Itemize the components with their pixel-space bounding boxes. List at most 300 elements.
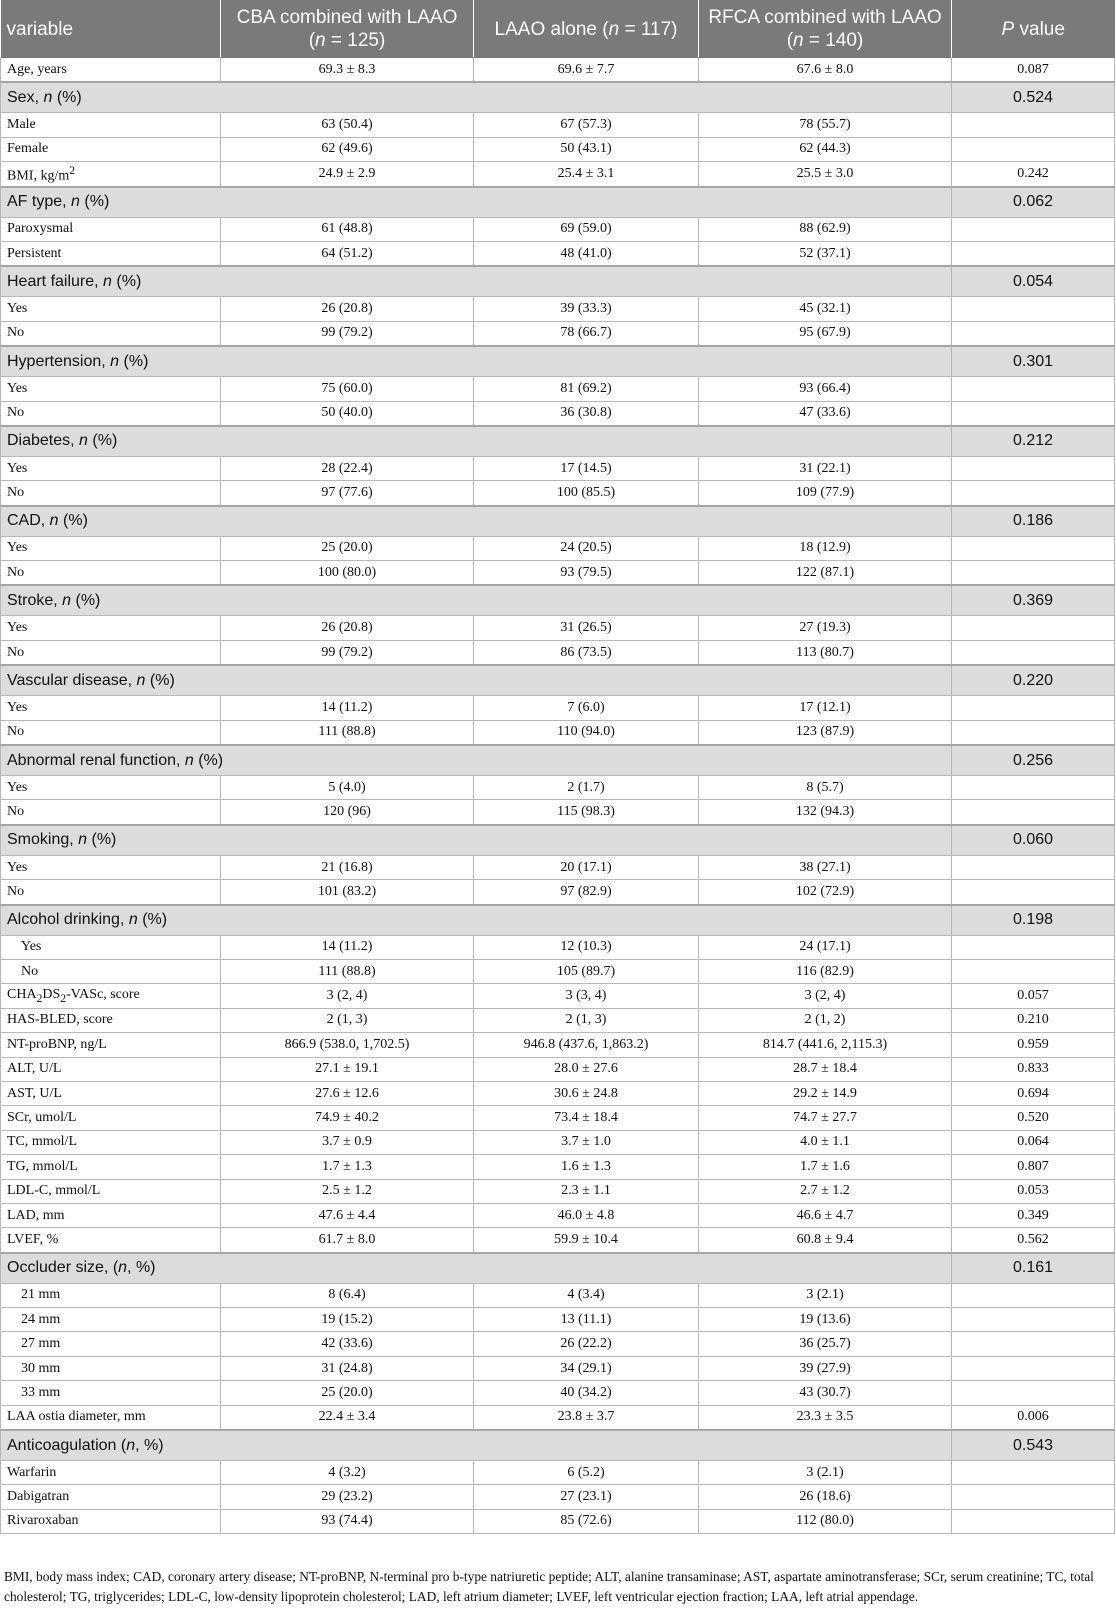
- row-label: [1, 1461, 221, 1485]
- value-cell: 112 (80.0): [699, 1509, 952, 1533]
- text-run: (%): [71, 591, 101, 609]
- header-rfca-laao: [699, 0, 952, 58]
- text-run: n: [71, 193, 80, 211]
- table-row: [1, 241, 1115, 266]
- value-cell: 25.5 ± 3.0: [699, 162, 952, 187]
- text-run: Alcohol drinking,: [7, 911, 129, 929]
- text-run: 33 mm: [21, 1384, 61, 1400]
- value-cell: 115 (98.3): [474, 800, 699, 825]
- p-value-cell: [952, 1485, 1115, 1509]
- group-header-row: [1, 82, 1115, 113]
- p-value-cell: [952, 481, 1115, 506]
- value-cell: 29.2 ± 14.9: [699, 1081, 952, 1105]
- value-cell: 18 (12.9): [699, 536, 952, 560]
- group-header-row: [1, 187, 1115, 218]
- group-header-row: [1, 665, 1115, 696]
- row-label: [1, 1155, 221, 1179]
- p-value-cell: 0.054: [952, 266, 1115, 297]
- value-cell: 99 (79.2): [221, 640, 474, 665]
- text-run: Yes: [7, 380, 28, 396]
- group-header-row: [1, 1430, 1115, 1461]
- text-run: Abnormal renal function,: [7, 751, 185, 769]
- value-cell: 24 (17.1): [699, 935, 952, 959]
- text-run: Anticoagulation (: [7, 1436, 127, 1454]
- text-run: DS: [42, 987, 61, 1003]
- value-cell: 3 (3, 4): [474, 984, 699, 1008]
- p-value-cell: [952, 137, 1115, 161]
- text-run: = 117): [619, 18, 678, 40]
- value-cell: 27.1 ± 19.1: [221, 1057, 474, 1081]
- row-label: [1, 536, 221, 560]
- text-run: TG, mmol/L: [7, 1158, 78, 1174]
- text-run: (%): [87, 432, 118, 450]
- text-run: ALT, U/L: [7, 1061, 62, 1077]
- text-run: (%): [193, 751, 224, 769]
- group-label: [1, 585, 952, 616]
- table-row: [1, 776, 1115, 800]
- value-cell: 27.6 ± 12.6: [221, 1081, 474, 1105]
- value-cell: 1.7 ± 1.3: [221, 1155, 474, 1179]
- group-label: [1, 665, 952, 696]
- value-cell: 39 (27.9): [699, 1356, 952, 1380]
- value-cell: 26 (18.6): [699, 1485, 952, 1509]
- p-value-cell: 0.520: [952, 1106, 1115, 1130]
- group-label: [1, 426, 952, 457]
- value-cell: 14 (11.2): [221, 696, 474, 720]
- text-run: n: [49, 512, 59, 530]
- value-cell: 69.3 ± 8.3: [221, 58, 474, 82]
- text-run: Yes: [7, 859, 28, 875]
- text-run: Yes: [7, 779, 28, 795]
- text-run: value: [1014, 18, 1065, 40]
- group-label: [1, 1430, 952, 1461]
- text-run: No: [7, 883, 25, 899]
- p-value-cell: [952, 401, 1115, 426]
- text-run: n: [110, 352, 120, 370]
- p-value-cell: [952, 456, 1115, 480]
- row-label: [1, 1485, 221, 1509]
- value-cell: 30.6 ± 24.8: [474, 1081, 699, 1105]
- row-label: [1, 776, 221, 800]
- text-run: CAD,: [7, 512, 50, 530]
- text-run: Yes: [7, 699, 28, 715]
- table-row: [1, 855, 1115, 879]
- text-run: variable: [6, 18, 74, 40]
- text-run: CHA: [7, 987, 37, 1003]
- text-run: n: [793, 30, 804, 51]
- row-label: [1, 959, 221, 983]
- value-cell: 100 (80.0): [221, 561, 474, 586]
- group-label: [1, 745, 952, 776]
- group-header-row: [1, 266, 1115, 297]
- table-row: [1, 217, 1115, 241]
- text-run: n: [315, 30, 326, 51]
- group-label: [1, 905, 952, 936]
- value-cell: 36 (25.7): [699, 1332, 952, 1356]
- text-run: (%): [111, 272, 142, 290]
- value-cell: 109 (77.9): [699, 481, 952, 506]
- text-run: Yes: [7, 620, 28, 636]
- value-cell: 110 (94.0): [474, 720, 699, 745]
- p-value-cell: [952, 241, 1115, 266]
- text-run: No: [7, 325, 25, 341]
- row-label: [1, 481, 221, 506]
- row-label: [1, 1008, 221, 1032]
- p-value-cell: [952, 855, 1115, 879]
- row-label: [1, 1509, 221, 1533]
- text-run: Rivaroxaban: [7, 1513, 79, 1529]
- p-value-cell: 0.524: [952, 82, 1115, 113]
- table-row: [1, 1057, 1115, 1081]
- value-cell: 2.3 ± 1.1: [474, 1179, 699, 1203]
- group-header-row: [1, 1253, 1115, 1284]
- text-run: HAS-BLED, score: [7, 1012, 113, 1028]
- table-row: [1, 959, 1115, 983]
- text-run: 30 mm: [21, 1360, 61, 1376]
- table-row: [1, 58, 1115, 82]
- text-run: n: [79, 432, 88, 450]
- table-footnote: BMI, body mass index; CAD, coronary artery disease; NT-proBNP, N-terminal pro b-type natriuretic peptide; ALT, alanine transaminase; AST, aspartate aminotransferase; SCr, serum creatinine; TC, total cholesterol; TG, triglycerides; LDL-C, low-density lipoprotein cholesterol; LAD, left atrium diameter; LVEF, left ventricular ejection fraction; LAA, left atrial appendage.: [4, 1569, 1094, 1604]
- row-label: [1, 1381, 221, 1405]
- header-p-value: [952, 0, 1115, 58]
- row-label: [1, 935, 221, 959]
- text-run: (%): [119, 352, 149, 370]
- p-value-cell: 0.807: [952, 1155, 1115, 1179]
- text-run: (%): [87, 831, 117, 849]
- p-value-cell: 0.006: [952, 1405, 1115, 1430]
- p-value-cell: [952, 640, 1115, 665]
- text-run: No: [7, 804, 25, 820]
- p-value-cell: [952, 1283, 1115, 1307]
- p-value-cell: 0.349: [952, 1203, 1115, 1227]
- text-run: n: [608, 18, 620, 40]
- table-row: [1, 696, 1115, 720]
- value-cell: 63 (50.4): [221, 113, 474, 137]
- table-row: [1, 401, 1115, 426]
- row-label: [1, 1130, 221, 1154]
- value-cell: 46.6 ± 4.7: [699, 1203, 952, 1227]
- table-body: [1, 58, 1115, 1534]
- value-cell: 111 (88.8): [221, 959, 474, 983]
- row-label: [1, 1057, 221, 1081]
- p-value-cell: [952, 800, 1115, 825]
- row-label: [1, 217, 221, 241]
- text-run: n: [43, 88, 53, 106]
- value-cell: 105 (89.7): [474, 959, 699, 983]
- value-cell: 28.7 ± 18.4: [699, 1057, 952, 1081]
- p-value-cell: 0.087: [952, 58, 1115, 82]
- value-cell: 69.6 ± 7.7: [474, 58, 699, 82]
- p-value-cell: 0.060: [952, 825, 1115, 856]
- value-cell: 111 (88.8): [221, 720, 474, 745]
- value-cell: 24.9 ± 2.9: [221, 162, 474, 187]
- p-value-cell: 0.256: [952, 745, 1115, 776]
- value-cell: 17 (12.1): [699, 696, 952, 720]
- row-label: [1, 880, 221, 905]
- p-value-cell: [952, 935, 1115, 959]
- row-label: [1, 321, 221, 346]
- value-cell: 3 (2.1): [699, 1461, 952, 1485]
- value-cell: 78 (66.7): [474, 321, 699, 346]
- text-run: Stroke,: [7, 591, 63, 609]
- table-row: [1, 377, 1115, 401]
- value-cell: 120 (96): [221, 800, 474, 825]
- row-label: [1, 1081, 221, 1105]
- group-header-row: [1, 585, 1115, 616]
- row-label: [1, 855, 221, 879]
- value-cell: 4 (3.2): [221, 1461, 474, 1485]
- table-row: [1, 1130, 1115, 1154]
- p-value-cell: 0.562: [952, 1228, 1115, 1253]
- table-row: [1, 1332, 1115, 1356]
- table-row: [1, 1356, 1115, 1380]
- group-header-row: [1, 825, 1115, 856]
- value-cell: 43 (30.7): [699, 1381, 952, 1405]
- p-value-cell: 0.220: [952, 665, 1115, 696]
- table-row: [1, 481, 1115, 506]
- text-run: Heart failure,: [7, 272, 104, 290]
- text-run: RFCA combined with LAAO (: [708, 7, 942, 51]
- value-cell: 52 (37.1): [699, 241, 952, 266]
- p-value-cell: [952, 297, 1115, 321]
- value-cell: 60.8 ± 9.4: [699, 1228, 952, 1253]
- text-run: TC, mmol/L: [7, 1134, 77, 1150]
- text-run: Warfarin: [7, 1464, 57, 1480]
- text-run: Hypertension,: [7, 352, 111, 370]
- value-cell: 113 (80.7): [699, 640, 952, 665]
- row-label: [1, 616, 221, 640]
- row-label: [1, 1203, 221, 1227]
- value-cell: 21 (16.8): [221, 855, 474, 879]
- p-value-cell: [952, 616, 1115, 640]
- table-row: [1, 1509, 1115, 1533]
- table-row: [1, 1203, 1115, 1227]
- text-run: n: [78, 831, 88, 849]
- value-cell: 1.7 ± 1.6: [699, 1155, 952, 1179]
- header-laao-alone: [474, 0, 699, 58]
- value-cell: 48 (41.0): [474, 241, 699, 266]
- p-value-cell: 0.833: [952, 1057, 1115, 1081]
- value-cell: 28 (22.4): [221, 456, 474, 480]
- p-value-cell: 0.161: [952, 1253, 1115, 1284]
- group-label: [1, 825, 952, 856]
- text-run: 2: [36, 991, 43, 1005]
- text-run: BMI, kg/m: [7, 168, 70, 184]
- text-run: No: [7, 724, 25, 740]
- p-value-cell: [952, 1461, 1115, 1485]
- p-value-cell: 0.301: [952, 346, 1115, 377]
- value-cell: 73.4 ± 18.4: [474, 1106, 699, 1130]
- value-cell: 69 (59.0): [474, 217, 699, 241]
- group-header-row: [1, 426, 1115, 457]
- value-cell: 17 (14.5): [474, 456, 699, 480]
- value-cell: 101 (83.2): [221, 880, 474, 905]
- p-value-cell: 0.543: [952, 1430, 1115, 1461]
- group-label: [1, 346, 952, 377]
- p-value-cell: [952, 377, 1115, 401]
- text-run: No: [7, 644, 25, 660]
- value-cell: 27 (19.3): [699, 616, 952, 640]
- value-cell: 47 (33.6): [699, 401, 952, 426]
- row-label: [1, 696, 221, 720]
- row-label: [1, 640, 221, 665]
- value-cell: 59.9 ± 10.4: [474, 1228, 699, 1253]
- value-cell: 8 (5.7): [699, 776, 952, 800]
- value-cell: 23.8 ± 3.7: [474, 1405, 699, 1430]
- table-row: [1, 321, 1115, 346]
- text-run: LAD, mm: [7, 1207, 65, 1223]
- row-label: [1, 1106, 221, 1130]
- group-label: [1, 187, 952, 218]
- text-run: Yes: [7, 460, 28, 476]
- value-cell: 3.7 ± 1.0: [474, 1130, 699, 1154]
- value-cell: 81 (69.2): [474, 377, 699, 401]
- value-cell: 93 (66.4): [699, 377, 952, 401]
- text-run: n: [103, 272, 112, 290]
- p-value-cell: [952, 113, 1115, 137]
- value-cell: 2 (1, 3): [474, 1008, 699, 1032]
- text-run: , %): [127, 1259, 156, 1277]
- text-run: Persistent: [7, 245, 62, 261]
- group-header-row: [1, 346, 1115, 377]
- value-cell: 20 (17.1): [474, 855, 699, 879]
- p-value-cell: 0.198: [952, 905, 1115, 936]
- table-row: [1, 1179, 1115, 1203]
- text-run: 21 mm: [21, 1287, 61, 1303]
- row-label: [1, 137, 221, 161]
- value-cell: 3.7 ± 0.9: [221, 1130, 474, 1154]
- value-cell: 2 (1.7): [474, 776, 699, 800]
- text-run: = 125): [325, 30, 386, 51]
- value-cell: 47.6 ± 4.4: [221, 1203, 474, 1227]
- p-value-cell: 0.959: [952, 1033, 1115, 1057]
- row-label: [1, 720, 221, 745]
- text-run: AST, U/L: [7, 1085, 62, 1101]
- text-run: 27 mm: [21, 1336, 61, 1352]
- text-run: n: [136, 671, 146, 689]
- text-run: Occluder size, (: [7, 1259, 119, 1277]
- value-cell: 38 (27.1): [699, 855, 952, 879]
- text-run: AF type,: [7, 193, 72, 211]
- value-cell: 2 (1, 2): [699, 1008, 952, 1032]
- table-row: [1, 1033, 1115, 1057]
- text-run: Age, years: [7, 61, 67, 77]
- value-cell: 99 (79.2): [221, 321, 474, 346]
- table-row: [1, 1081, 1115, 1105]
- p-value-cell: [952, 1332, 1115, 1356]
- text-run: n: [126, 1436, 136, 1454]
- table-row: [1, 935, 1115, 959]
- value-cell: 62 (44.3): [699, 137, 952, 161]
- p-value-cell: [952, 959, 1115, 983]
- table-row: [1, 880, 1115, 905]
- table-row: [1, 640, 1115, 665]
- text-run: No: [7, 564, 25, 580]
- value-cell: 1.6 ± 1.3: [474, 1155, 699, 1179]
- p-value-cell: [952, 1356, 1115, 1380]
- text-run: (%): [52, 88, 82, 106]
- value-cell: 4.0 ± 1.1: [699, 1130, 952, 1154]
- p-value-cell: [952, 536, 1115, 560]
- value-cell: 19 (15.2): [221, 1308, 474, 1332]
- text-run: LVEF, %: [7, 1231, 59, 1247]
- value-cell: 39 (33.3): [474, 297, 699, 321]
- table-row: [1, 297, 1115, 321]
- value-cell: 36 (30.8): [474, 401, 699, 426]
- text-run: SCr, umol/L: [7, 1110, 77, 1126]
- text-run: Female: [7, 141, 49, 157]
- table-row: [1, 1485, 1115, 1509]
- p-value-cell: [952, 561, 1115, 586]
- value-cell: 31 (26.5): [474, 616, 699, 640]
- value-cell: 93 (79.5): [474, 561, 699, 586]
- value-cell: 4 (3.4): [474, 1283, 699, 1307]
- table-row: [1, 800, 1115, 825]
- row-label: [1, 561, 221, 586]
- group-header-row: [1, 905, 1115, 936]
- value-cell: 40 (34.2): [474, 1381, 699, 1405]
- table-header-row: [1, 0, 1115, 58]
- value-cell: 29 (23.2): [221, 1485, 474, 1509]
- value-cell: 97 (77.6): [221, 481, 474, 506]
- value-cell: 93 (74.4): [221, 1509, 474, 1533]
- value-cell: 25 (20.0): [221, 1381, 474, 1405]
- header-cba-laao: [221, 0, 474, 58]
- table-row: [1, 137, 1115, 161]
- p-value-cell: 0.057: [952, 984, 1115, 1008]
- value-cell: 64 (51.2): [221, 241, 474, 266]
- value-cell: 88 (62.9): [699, 217, 952, 241]
- table-row: [1, 1008, 1115, 1032]
- value-cell: 123 (87.9): [699, 720, 952, 745]
- row-label: [1, 1356, 221, 1380]
- text-run: NT-proBNP, ng/L: [7, 1036, 107, 1052]
- p-value-cell: 0.062: [952, 187, 1115, 218]
- value-cell: 13 (11.1): [474, 1308, 699, 1332]
- value-cell: 50 (40.0): [221, 401, 474, 426]
- value-cell: 100 (85.5): [474, 481, 699, 506]
- table-row: [1, 1381, 1115, 1405]
- value-cell: 2 (1, 3): [221, 1008, 474, 1032]
- text-run: Paroxysmal: [7, 221, 74, 237]
- table-row: [1, 561, 1115, 586]
- row-label: [1, 58, 221, 82]
- text-run: CBA combined with LAAO (: [236, 7, 458, 51]
- text-run: Yes: [7, 540, 28, 556]
- text-run: 2: [69, 163, 76, 177]
- group-header-row: [1, 506, 1115, 537]
- text-run: -VASc, score: [66, 987, 140, 1003]
- p-value-cell: [952, 776, 1115, 800]
- row-label: [1, 1033, 221, 1057]
- value-cell: 132 (94.3): [699, 800, 952, 825]
- text-run: Dabigatran: [7, 1489, 70, 1505]
- text-run: No: [7, 484, 25, 500]
- text-run: , %): [135, 1436, 164, 1454]
- text-run: Yes: [7, 301, 28, 317]
- value-cell: 7 (6.0): [474, 696, 699, 720]
- value-cell: 27 (23.1): [474, 1485, 699, 1509]
- row-label: [1, 241, 221, 266]
- value-cell: 45 (32.1): [699, 297, 952, 321]
- value-cell: 14 (11.2): [221, 935, 474, 959]
- table-row: [1, 1106, 1115, 1130]
- row-label: [1, 297, 221, 321]
- p-value-cell: [952, 1381, 1115, 1405]
- value-cell: 74.9 ± 40.2: [221, 1106, 474, 1130]
- row-label: [1, 377, 221, 401]
- row-label: [1, 1283, 221, 1307]
